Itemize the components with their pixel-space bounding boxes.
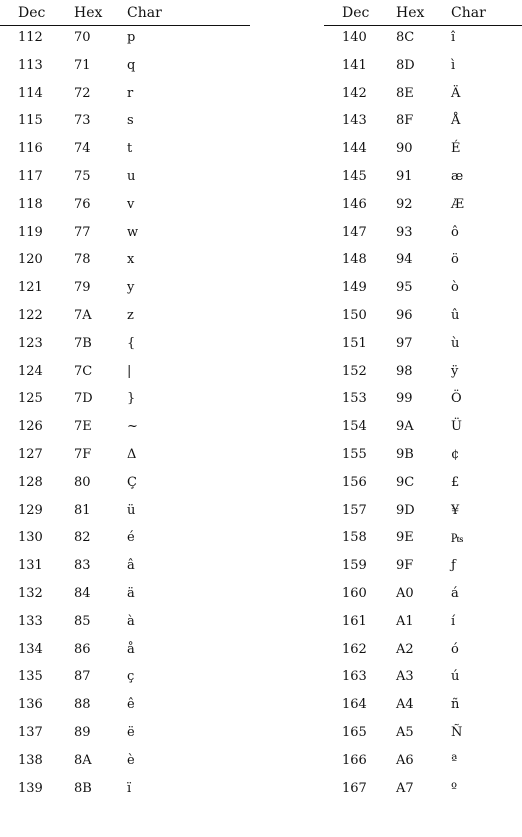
table-row — [324, 332, 522, 360]
hex-cell: 74 — [74, 141, 91, 157]
dec-cell: 151 — [342, 335, 367, 351]
dec-cell: 147 — [342, 224, 367, 240]
dec-cell: 136 — [18, 697, 43, 713]
hex-cell: 82 — [74, 530, 91, 546]
left-code-table — [0, 0, 250, 804]
hex-cell: 7D — [74, 391, 93, 407]
table-row — [0, 26, 250, 54]
table-row — [324, 248, 522, 276]
hex-cell: 89 — [74, 724, 91, 740]
char-cell: å — [127, 641, 135, 657]
dec-cell: 112 — [18, 30, 43, 45]
char-cell: ₧ — [451, 531, 464, 547]
dec-cell: 150 — [342, 307, 367, 323]
table-row — [324, 665, 522, 693]
table-row — [0, 693, 250, 721]
hex-cell: 9E — [396, 530, 414, 546]
table-row — [324, 526, 522, 554]
dec-cell: 158 — [342, 530, 367, 546]
hex-cell: 90 — [396, 141, 413, 157]
char-cell: û — [451, 307, 460, 323]
hex-cell: 99 — [396, 391, 413, 407]
header-char: Char — [451, 5, 486, 21]
dec-cell: 153 — [342, 391, 367, 407]
left-table-body — [0, 26, 250, 804]
char-cell: ª — [451, 752, 458, 768]
dec-cell: 165 — [342, 724, 367, 740]
table-row — [324, 415, 522, 443]
table-row — [0, 777, 250, 805]
dec-cell: 133 — [18, 613, 43, 629]
dec-cell: 137 — [18, 724, 43, 740]
table-row — [0, 137, 250, 165]
right-code-table — [324, 0, 522, 804]
table-row — [0, 610, 250, 638]
hex-cell: 8B — [74, 780, 92, 796]
table-row — [0, 54, 250, 82]
char-cell: £ — [451, 474, 460, 490]
hex-cell: 85 — [74, 613, 91, 629]
char-cell: ü — [127, 502, 136, 518]
char-cell: v — [127, 196, 135, 212]
table-row — [0, 221, 250, 249]
char-cell: ï — [127, 780, 132, 796]
char-cell: w — [127, 224, 139, 240]
hex-cell: 9F — [396, 558, 414, 574]
hex-cell: A1 — [396, 613, 414, 629]
hex-cell: 77 — [74, 224, 91, 240]
table-row — [324, 693, 522, 721]
table-row — [324, 137, 522, 165]
dec-cell: 146 — [342, 196, 367, 212]
char-cell: ~ — [127, 419, 138, 435]
hex-cell: 96 — [396, 307, 413, 323]
hex-cell: 94 — [396, 252, 413, 268]
char-cell: ÿ — [451, 363, 459, 379]
dec-cell: 157 — [342, 502, 367, 518]
hex-cell: A2 — [396, 641, 414, 657]
table-row — [0, 582, 250, 610]
char-cell: á — [451, 585, 459, 601]
hex-cell: 78 — [74, 252, 91, 268]
table-row — [324, 221, 522, 249]
header-hex: Hex — [396, 5, 425, 21]
hex-cell: 7B — [74, 335, 92, 351]
char-cell: º — [451, 780, 458, 796]
hex-cell: 8E — [396, 85, 414, 101]
hex-cell: 71 — [74, 57, 91, 73]
header-dec: Dec — [342, 5, 370, 21]
table-row — [324, 387, 522, 415]
hex-cell: 86 — [74, 641, 91, 657]
hex-cell: 8A — [74, 752, 92, 768]
char-cell: æ — [451, 168, 464, 184]
table-row — [324, 26, 522, 54]
hex-cell: 84 — [74, 585, 91, 601]
table-row — [0, 82, 250, 110]
char-cell: ó — [451, 641, 459, 657]
char-cell: ú — [451, 669, 460, 685]
char-cell: É — [451, 141, 461, 157]
table-row — [0, 526, 250, 554]
dec-cell: 166 — [342, 752, 367, 768]
hex-cell: 87 — [74, 669, 91, 685]
dec-cell: 154 — [342, 419, 367, 435]
header-hex: Hex — [74, 5, 103, 21]
hex-cell: 76 — [74, 196, 91, 212]
char-cell: | — [127, 363, 132, 379]
char-cell: í — [451, 613, 456, 629]
dec-cell: 162 — [342, 641, 367, 657]
dec-cell: 118 — [18, 196, 43, 212]
table-row — [0, 387, 250, 415]
dec-cell: 138 — [18, 752, 43, 768]
char-cell: Ñ — [451, 724, 463, 740]
dec-cell: 128 — [18, 474, 43, 490]
dec-cell: 117 — [18, 168, 43, 184]
hex-cell: 75 — [74, 168, 91, 184]
dec-cell: 116 — [18, 141, 43, 157]
table-row — [324, 721, 522, 749]
char-cell: ñ — [451, 697, 460, 713]
char-cell: x — [127, 252, 135, 268]
hex-cell: 70 — [74, 30, 91, 45]
table-row — [324, 109, 522, 137]
dec-cell: 141 — [342, 57, 367, 73]
header-dec: Dec — [18, 5, 46, 21]
char-cell: Ö — [451, 391, 462, 407]
hex-cell: A4 — [396, 697, 414, 713]
dec-cell: 122 — [18, 307, 43, 323]
hex-cell: 73 — [74, 113, 91, 129]
table-row — [324, 582, 522, 610]
char-cell: Æ — [451, 196, 465, 212]
dec-cell: 126 — [18, 419, 43, 435]
dec-cell: 160 — [342, 585, 367, 601]
dec-cell: 155 — [342, 446, 367, 462]
char-cell: u — [127, 168, 136, 184]
char-cell: t — [127, 141, 133, 157]
hex-cell: 98 — [396, 363, 413, 379]
table-row — [0, 721, 250, 749]
hex-cell: 7A — [74, 307, 92, 323]
table-row — [324, 638, 522, 666]
char-cell: ç — [127, 669, 135, 685]
dec-cell: 152 — [342, 363, 367, 379]
table-row — [0, 749, 250, 777]
table-row — [0, 276, 250, 304]
table-row — [0, 332, 250, 360]
dec-cell: 164 — [342, 697, 367, 713]
dec-cell: 132 — [18, 585, 43, 601]
table-row — [324, 165, 522, 193]
hex-cell: 97 — [396, 335, 413, 351]
dec-cell: 130 — [18, 530, 43, 546]
hex-cell: 9D — [396, 502, 415, 518]
char-cell: ò — [451, 280, 459, 296]
char-cell: à — [127, 613, 135, 629]
table-row — [0, 554, 250, 582]
hex-cell: 80 — [74, 474, 91, 490]
hex-cell: A7 — [396, 780, 414, 796]
table-row — [0, 360, 250, 388]
table-row — [0, 665, 250, 693]
table-row — [324, 193, 522, 221]
hex-cell: 9A — [396, 419, 414, 435]
dec-cell: 145 — [342, 168, 367, 184]
table-row — [324, 276, 522, 304]
dec-cell: 139 — [18, 780, 43, 796]
hex-cell: A3 — [396, 669, 414, 685]
char-cell: Ä — [451, 85, 461, 101]
right-table-header — [324, 0, 522, 26]
table-row — [0, 165, 250, 193]
char-cell: } — [127, 391, 136, 407]
dec-cell: 121 — [18, 280, 43, 296]
table-row — [324, 304, 522, 332]
table-row — [0, 248, 250, 276]
char-cell: î — [451, 30, 456, 45]
char-cell: Å — [451, 113, 461, 129]
hex-cell: 9B — [396, 446, 414, 462]
hex-cell: A6 — [396, 752, 414, 768]
char-cell: ê — [127, 697, 135, 713]
char-cell: z — [127, 307, 134, 323]
char-cell: ö — [451, 252, 459, 268]
char-cell: é — [127, 530, 135, 546]
dec-cell: 143 — [342, 113, 367, 129]
dec-cell: 129 — [18, 502, 43, 518]
dec-cell: 140 — [342, 30, 367, 45]
dec-cell: 124 — [18, 363, 43, 379]
dec-cell: 144 — [342, 141, 367, 157]
table-row — [0, 304, 250, 332]
table-row — [324, 54, 522, 82]
hex-cell: 83 — [74, 558, 91, 574]
table-row — [324, 499, 522, 527]
char-cell: Δ — [127, 446, 137, 462]
right-table-body — [324, 26, 522, 804]
table-row — [324, 82, 522, 110]
char-cell: y — [127, 280, 135, 296]
char-cell: Ç — [127, 474, 137, 490]
hex-cell: 7E — [74, 419, 92, 435]
table-row — [0, 638, 250, 666]
table-row — [0, 471, 250, 499]
dec-cell: 120 — [18, 252, 43, 268]
dec-cell: 119 — [18, 224, 43, 240]
hex-cell: A0 — [396, 585, 414, 601]
table-row — [0, 109, 250, 137]
hex-cell: 95 — [396, 280, 413, 296]
table-row — [0, 499, 250, 527]
dec-cell: 113 — [18, 57, 43, 73]
header-char: Char — [127, 5, 162, 21]
char-cell: s — [127, 113, 134, 129]
hex-cell: 8C — [396, 30, 415, 45]
hex-cell: 8D — [396, 57, 415, 73]
dec-cell: 123 — [18, 335, 43, 351]
dec-cell: 148 — [342, 252, 367, 268]
dec-cell: 156 — [342, 474, 367, 490]
dec-cell: 135 — [18, 669, 43, 685]
dec-cell: 167 — [342, 780, 367, 796]
hex-cell: 8F — [396, 113, 414, 129]
hex-cell: 72 — [74, 85, 91, 101]
dec-cell: 163 — [342, 669, 367, 685]
dec-cell: 142 — [342, 85, 367, 101]
dec-cell: 161 — [342, 613, 367, 629]
dec-cell: 159 — [342, 558, 367, 574]
table-row — [324, 777, 522, 805]
hex-cell: 9C — [396, 474, 415, 490]
char-cell: Ü — [451, 419, 462, 435]
char-cell: â — [127, 558, 135, 574]
table-row — [324, 749, 522, 777]
char-cell: q — [127, 57, 136, 73]
dec-cell: 114 — [18, 85, 43, 101]
char-cell: ¢ — [451, 446, 460, 462]
char-cell: ƒ — [451, 558, 456, 574]
hex-cell: 91 — [396, 168, 413, 184]
hex-cell: A5 — [396, 724, 414, 740]
hex-cell: 81 — [74, 502, 91, 518]
table-row — [324, 471, 522, 499]
table-row — [0, 415, 250, 443]
char-cell: è — [127, 752, 135, 768]
char-cell: ì — [451, 57, 456, 73]
hex-cell: 79 — [74, 280, 91, 296]
char-cell: r — [127, 85, 134, 101]
table-row — [0, 443, 250, 471]
char-cell: ¥ — [451, 502, 460, 518]
dec-cell: 149 — [342, 280, 367, 296]
hex-cell: 88 — [74, 697, 91, 713]
char-cell: p — [127, 30, 136, 45]
char-cell: ë — [127, 724, 135, 740]
hex-cell: 7F — [74, 446, 92, 462]
left-table-header — [0, 0, 250, 26]
table-row — [324, 554, 522, 582]
char-cell: ù — [451, 335, 460, 351]
hex-cell: 93 — [396, 224, 413, 240]
hex-cell: 92 — [396, 196, 413, 212]
dec-cell: 125 — [18, 391, 43, 407]
table-row — [324, 360, 522, 388]
table-row — [0, 193, 250, 221]
char-cell: ä — [127, 585, 135, 601]
hex-cell: 7C — [74, 363, 93, 379]
char-cell: { — [127, 335, 136, 351]
dec-cell: 115 — [18, 113, 43, 129]
dec-cell: 127 — [18, 446, 43, 462]
dec-cell: 131 — [18, 558, 43, 574]
dec-cell: 134 — [18, 641, 43, 657]
table-row — [324, 610, 522, 638]
char-cell: ô — [451, 224, 459, 240]
table-row — [324, 443, 522, 471]
